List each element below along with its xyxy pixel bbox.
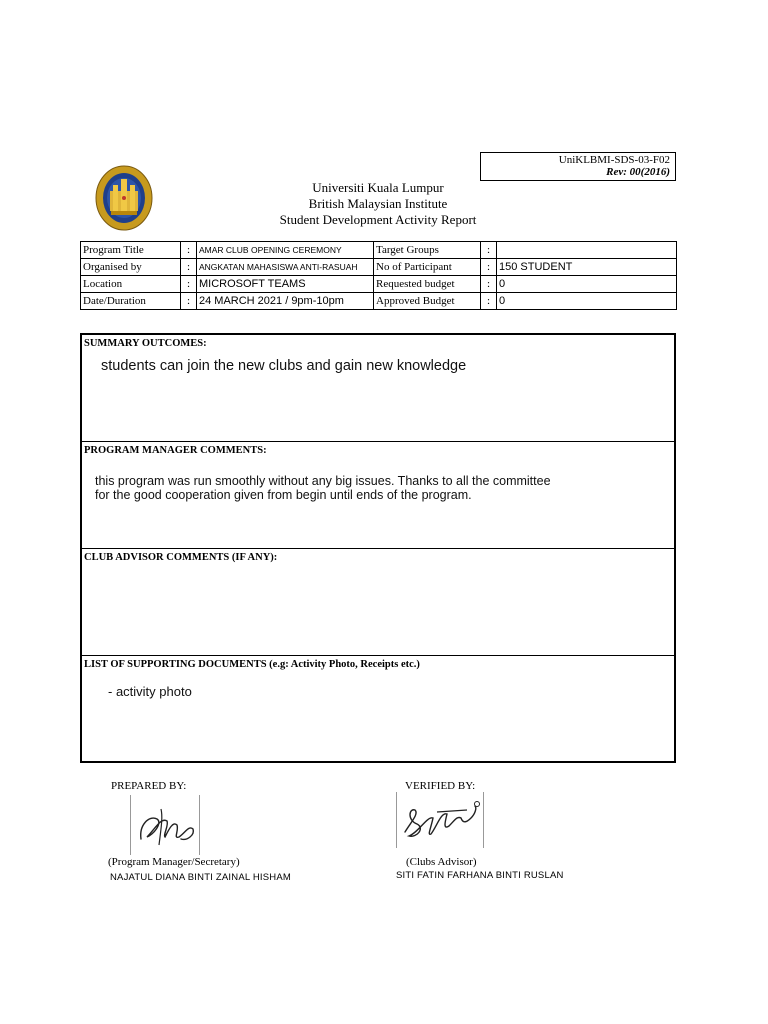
- table-row: [81, 293, 677, 310]
- organised-by-label: Organised by: [81, 259, 181, 276]
- verified-by-label: VERIFIED BY:: [405, 780, 476, 792]
- colon: :: [181, 259, 197, 276]
- colon: :: [181, 242, 197, 259]
- institute-name: British Malaysian Institute: [308, 196, 448, 211]
- university-logo: [95, 165, 153, 231]
- program-info-table: [80, 241, 677, 310]
- colon: :: [481, 293, 497, 310]
- form-revision: Rev: 00(2016): [606, 166, 670, 178]
- prepared-signature-image: [130, 795, 200, 855]
- report-header: [230, 180, 526, 228]
- approved-budget-label: Approved Budget: [374, 293, 481, 310]
- form-code: UniKLBMI-SDS-03-F02: [558, 154, 670, 166]
- report-sections: [80, 333, 676, 763]
- date-duration-label: Date/Duration: [81, 293, 181, 310]
- prepared-by-label: PREPARED BY:: [111, 780, 187, 792]
- supporting-documents-text: - activity photo: [108, 684, 192, 699]
- program-manager-comment-line2: for the good cooperation given from begin until ends of the program.: [95, 488, 472, 502]
- club-advisor-comments-title: CLUB ADVISOR COMMENTS (IF ANY):: [84, 552, 278, 563]
- requested-budget-value: 0: [497, 276, 677, 293]
- program-manager-comments-section: [82, 442, 674, 549]
- approved-budget-value: 0: [497, 293, 677, 310]
- supporting-documents-section: [82, 656, 674, 766]
- target-groups-value: [497, 242, 677, 259]
- colon: :: [481, 276, 497, 293]
- summary-outcomes-section: [82, 335, 674, 442]
- program-title-label: Program Title: [81, 242, 181, 259]
- form-code-box: [480, 152, 676, 181]
- summary-outcomes-text: students can join the new clubs and gain new knowledge: [101, 358, 467, 374]
- verified-signature-image: [396, 792, 484, 848]
- summary-outcomes-title: SUMMARY OUTCOMES:: [84, 338, 207, 349]
- date-duration-value: 24 MARCH 2021 / 9pm-10pm: [197, 293, 374, 310]
- table-row: [81, 276, 677, 293]
- program-manager-comment-line1: this program was run smoothly without any big issues. Thanks to all the committee: [95, 474, 551, 488]
- report-title: Student Development Activity Report: [279, 212, 477, 227]
- colon: :: [481, 242, 497, 259]
- table-row: [81, 259, 677, 276]
- participants-label: No of Participant: [374, 259, 481, 276]
- prepared-role: (Program Manager/Secretary): [108, 856, 240, 868]
- colon: :: [181, 293, 197, 310]
- program-manager-comments-title: PROGRAM MANAGER COMMENTS:: [84, 445, 267, 456]
- table-row: [81, 242, 677, 259]
- location-label: Location: [81, 276, 181, 293]
- verified-name: SITI FATIN FARHANA BINTI RUSLAN: [396, 870, 564, 881]
- supporting-documents-title: LIST OF SUPPORTING DOCUMENTS (e.g: Activity Photo, Receipts etc.): [84, 659, 420, 670]
- colon: :: [481, 259, 497, 276]
- verified-role: (Clubs Advisor): [406, 856, 477, 868]
- university-name: Universiti Kuala Lumpur: [312, 180, 444, 195]
- prepared-name: NAJATUL DIANA BINTI ZAINAL HISHAM: [110, 872, 291, 883]
- colon: :: [181, 276, 197, 293]
- organised-by-value: ANGKATAN MAHASISWA ANTI-RASUAH: [197, 259, 374, 276]
- target-groups-label: Target Groups: [374, 242, 481, 259]
- requested-budget-label: Requested budget: [374, 276, 481, 293]
- program-title-value: AMAR CLUB OPENING CEREMONY: [197, 242, 374, 259]
- location-value: MICROSOFT TEAMS: [197, 276, 374, 293]
- club-advisor-comments-section: [82, 549, 674, 656]
- participants-value: 150 STUDENT: [497, 259, 677, 276]
